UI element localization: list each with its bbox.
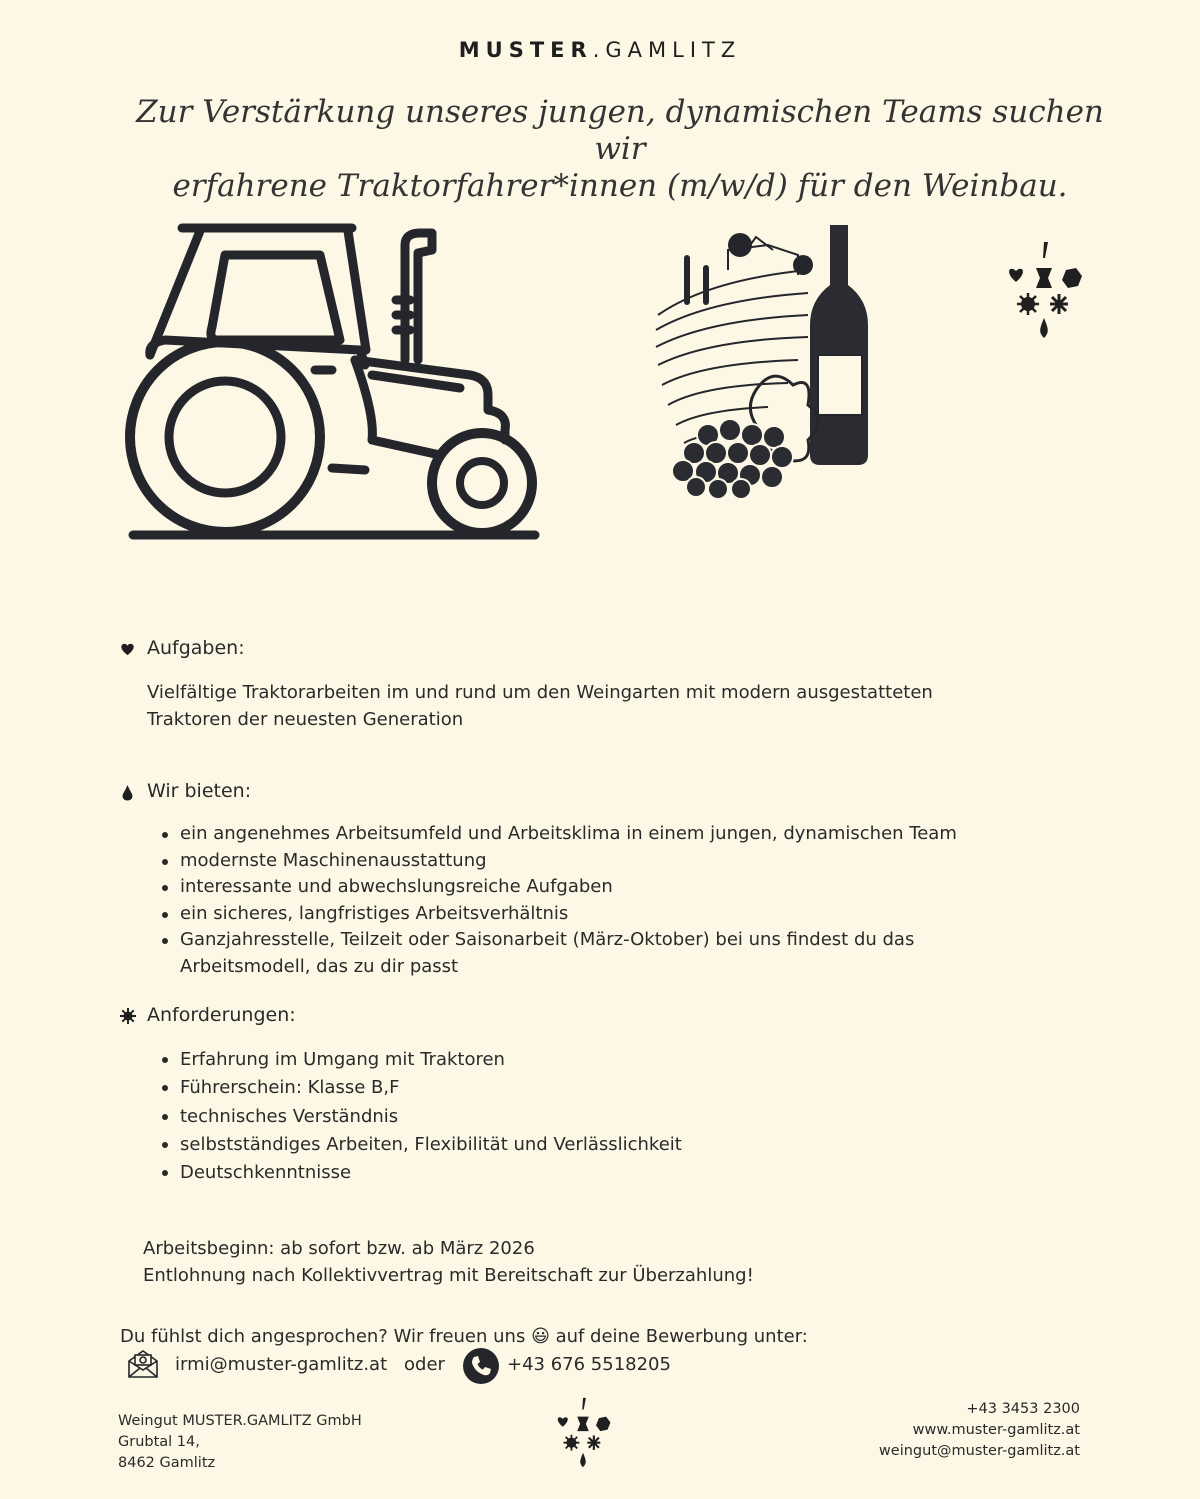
heart-icon [120,641,135,656]
footer-company: Weingut MUSTER.GAMLITZ GmbH [118,1413,362,1429]
footer-phone[interactable]: +43 3453 2300 [966,1401,1080,1417]
brand-logo-text [0,38,1200,62]
footer-contact [780,1399,1080,1462]
offer-list [160,821,1060,980]
requirement-item-3: technisches Verständnis [160,1103,1060,1131]
offer-item-5 [160,927,1060,980]
start-info [143,1235,1043,1289]
requirement-item-2: Führerschein: Klasse B,F [160,1074,1060,1102]
headline-line-1: Zur Verstärkung unseres jungen, dynamischen Teams suchen wir [136,94,1104,167]
brand-part-2: .GAMLITZ [592,38,742,62]
contact-email-link[interactable]: irmi@muster-gamlitz.at [175,1354,388,1375]
requirement-item-4: selbstständiges Arbeiten, Flexibilität und Verlässlichkeit [160,1131,1060,1159]
contact-or: oder [404,1354,445,1375]
contact-phone-link[interactable]: +43 676 5518205 [507,1354,671,1375]
requirement-item-5: Deutschkenntnisse [160,1159,1060,1187]
tasks-text [147,679,1047,733]
footer-mail[interactable]: weingut@muster-gamlitz.at [878,1443,1080,1459]
contact-intro-before: Du fühlst dich angesprochen? Wir freuen uns [120,1326,526,1347]
brand-symbol-footer-icon [552,1395,614,1473]
brand-part-1: MUSTER [458,38,593,62]
offer-item-4: ein sicheres, langfristiges Arbeitsverhältnis [160,901,1060,928]
mail-icon [127,1349,159,1379]
smile-emoji: 😃 [531,1326,550,1347]
start-line-1: Arbeitsbeginn: ab sofort bzw. ab März 2026 [143,1238,535,1259]
offer-item-5-line-1: Ganzjahresstelle, Teilzeit oder Saisonarbeit (März-Oktober) bei uns findest du das [180,929,915,950]
headline [120,94,1120,205]
contact-intro [120,1323,1020,1350]
requirements-title: Anforderungen: [147,1004,296,1026]
footer-web[interactable]: www.muster-gamlitz.at [912,1422,1080,1438]
offer-item-1: ein angenehmes Arbeitsumfeld und Arbeitsklima in einem jungen, dynamischen Team [160,821,1060,848]
tasks-line-2: Traktoren der neuesten Generation [147,709,464,730]
phone-icon [462,1347,500,1385]
footer-street: Grubtal 14, [118,1434,200,1450]
tasks-title: Aufgaben: [147,637,245,659]
requirements-list [160,1046,1060,1187]
start-line-2: Entlohnung nach Kollektivvertrag mit Bereitschaft zur Überzahlung! [143,1265,754,1286]
offer-item-5-line-2: Arbeitsmodell, das zu dir passt [180,955,459,977]
footer-address [118,1411,362,1474]
offer-item-2: modernste Maschinenausstattung [160,848,1060,875]
drop-icon [121,784,134,801]
offer-item-3: interessante und abwechslungsreiche Aufgaben [160,874,1060,901]
vineyard-wine-illustration [648,215,878,500]
tractor-illustration [120,215,550,550]
footer-city: 8462 Gamlitz [118,1455,216,1471]
requirement-item-1: Erfahrung im Umgang mit Traktoren [160,1046,1060,1074]
tasks-line-1: Vielfältige Traktorarbeiten im und rund um den Weingarten mit modern ausgestatteten [147,682,933,703]
contact-intro-after: auf deine Bewerbung unter: [555,1326,808,1347]
headline-line-2: erfahrene Traktorfahrer*innen (m/w/d) für den Weinbau. [172,168,1068,204]
offer-title: Wir bieten: [147,780,252,802]
brand-symbol-icon [1002,238,1086,346]
sun-icon [119,1007,137,1025]
